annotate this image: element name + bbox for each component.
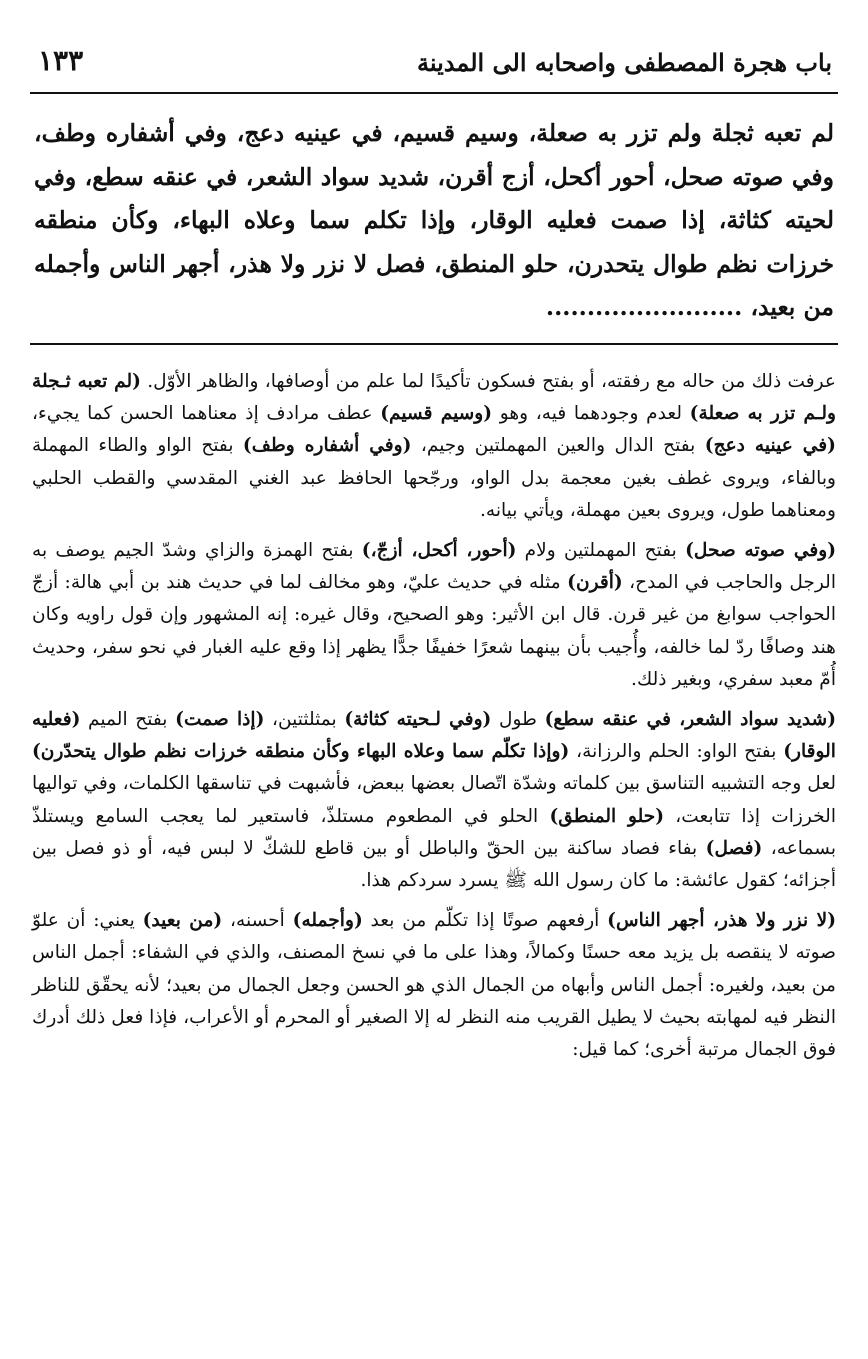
page-number: ١٣٣	[38, 44, 84, 77]
commentary-text: بفتح المهملتين ولام	[516, 540, 686, 562]
quoted-phrase: (وأجمله)	[292, 910, 363, 932]
commentary-text: أرفعهم صوتًا إذا تكلّم من بعد	[362, 910, 608, 932]
commentary-paragraph-2	[32, 535, 836, 696]
quoted-phrase: (شديد سواد الشعر، في عنقه سطع)	[544, 709, 837, 731]
header-rule	[30, 92, 838, 94]
commentary-text: عطف مرادف إذ معناهما الحسن كما يجيء،	[32, 403, 381, 425]
commentary-paragraph-3	[32, 704, 836, 897]
commentary-text: أحسنه،	[222, 910, 293, 932]
continuation-dots: ........................	[545, 293, 743, 321]
commentary-text: بفتح الميم	[80, 709, 176, 731]
quoted-phrase: (وفي لـحيته كثاثة)	[344, 709, 492, 731]
commentary-text: بفتح الواو والطاء المهملة وبالفاء، ويروى غطف بغين معجمة بدل الواو، ورجّحها الحافظ عبد الغني المقدسي والقطب الحلبي ومعناهما طول، ويروى بعين مهملة، ويأتي بيانه.	[32, 435, 836, 521]
quoted-phrase: (وفي صوته صحل)	[685, 540, 836, 562]
quoted-phrase: (إذا صمت)	[175, 709, 265, 731]
commentary-text: لعدم وجودهما فيه، وهو	[492, 403, 690, 425]
main-text-body: لم تعبه ثجلة ولم تزر به صعلة، وسيم قسيم، في عينيه دعج، وفي أشفاره وطف، وفي صوته صحل، أحور أكحل، أزج أقرن، شديد سواد الشعر، في عنقه سطع، وفي لحيته كثاثة، إذا صمت فعليه الوقار، وإذا تكلم سما وعلاه البهاء، وكأن منطقه خرزات نظم طوال يتحدرن، حلو المنطق، فصل لا نزر ولا هذر، أجهر الناس وأجمله من بعيد،	[34, 119, 834, 321]
quoted-phrase: (لم تعبه ثـجلة ولـم تزر به صعلة)	[32, 371, 837, 425]
commentary-text: طول	[491, 709, 545, 731]
commentary-text: بفتح الهمزة والزاي وشدّ الجيم يوصف به الرجل والحاجب في المدح،	[32, 540, 836, 594]
commentary-paragraph-4	[32, 905, 836, 1066]
quoted-phrase: (لا نزر ولا هذر، أجهر الناس)	[607, 910, 836, 932]
commentary	[32, 366, 836, 1074]
quoted-phrase: (من بعيد)	[142, 910, 223, 932]
commentary-text: لعل وجه التشبيه التناسق بين كلماته وشدّة اتّصال بعضها ببعض، فأشبهت في تناسقها الكلمات، وفي تواليها الخرزات إذا تتابعت،	[32, 773, 836, 827]
commentary-text: بفتح الدال والعين المهملتين وجيم،	[411, 435, 705, 457]
commentary-text: بفتح الواو: الحلم والرزانة،	[569, 741, 784, 763]
quoted-phrase: (أحور، أكحل، أزجّ،)	[361, 540, 517, 562]
quoted-phrase: (وفي أشفاره وطف)	[242, 435, 412, 457]
chapter-title: باب هجرة المصطفى واصحابه الى المدينة	[416, 48, 832, 77]
commentary-text: عرفت ذلك من حاله مع رفقته، أو بفتح فسكون تأكيدًا لما علم من أوصافها، والظاهر الأوّل.	[147, 371, 836, 392]
commentary-text: الحلو في المطعوم مستلذّ، فاستعير لما يعجب السامع ويستلذّ بسماعه،	[32, 805, 836, 859]
commentary-paragraph-1	[32, 366, 836, 527]
quoted-phrase: (حلو المنطق)	[549, 805, 665, 827]
commentary-text: يعني: أن علوّ صوته لا ينقصه بل يزيد معه حسنًا وكمالاً، وهذا على ما في نسخ المصنف، والذي في الشفاء: أجمل الناس من بعيد، ولغيره: أجمل الناس وأبهاه من الجمال الذي هو الحسن وجعل الجمال من بعيد؛ لأنه يحقّق للناظر النظر فيه لمهابته بحيث لا يطيل القريب منه النظر له إلا الصغير أو المحرم أو الأعراب، فإذا فعل ذلك أدرك فوق الجمال مرتبة أخرى؛ كما قيل:	[32, 910, 836, 1061]
separator-rule	[30, 343, 838, 345]
main-text	[34, 112, 834, 330]
quoted-phrase: (أقرن)	[567, 572, 623, 594]
commentary-text: بمثلثتين،	[264, 709, 345, 731]
quoted-phrase: (فصل)	[705, 837, 763, 859]
quoted-phrase: (وإذا تكلّم سما وعلاه البهاء وكأن منطقه خرزات نظم طوال يتحدّرن)	[32, 741, 570, 763]
quoted-phrase: (فعليه الوقار)	[32, 709, 836, 763]
running-header	[30, 42, 838, 90]
quoted-phrase: (في عينيه دعج)	[704, 435, 836, 457]
quoted-phrase: (وسيم قسيم)	[380, 403, 493, 425]
commentary-text: بفاء فصاد ساكنة بين الحقّ والباطل أو بين قاطع للشكّ لا لبس فيه، أو ذو فصل بين أجزائه؛ كقول عائشة: ما كان رسول الله ﷺ يسرد سردكم هذا.	[32, 837, 836, 892]
commentary-text: مثله في حديث عليّ، وهو مخالف لما في حديث هند بن أبي هالة: أزجّ الحواجب سوابغ من غير قرن. قال ابن الأثير: وهو الصحيح، وقال غيره: إنه المشهور وإن قول راويه وكان هند وصافًا ردّ لما خالفه، وأُجيب بأن بينهما شعرًا خفيفًا جدًّا يظهر إذا وقع عليه الغبار في نحو سفر، وحديث أُمّ معبد سفري، وبغير ذلك.	[32, 572, 836, 690]
